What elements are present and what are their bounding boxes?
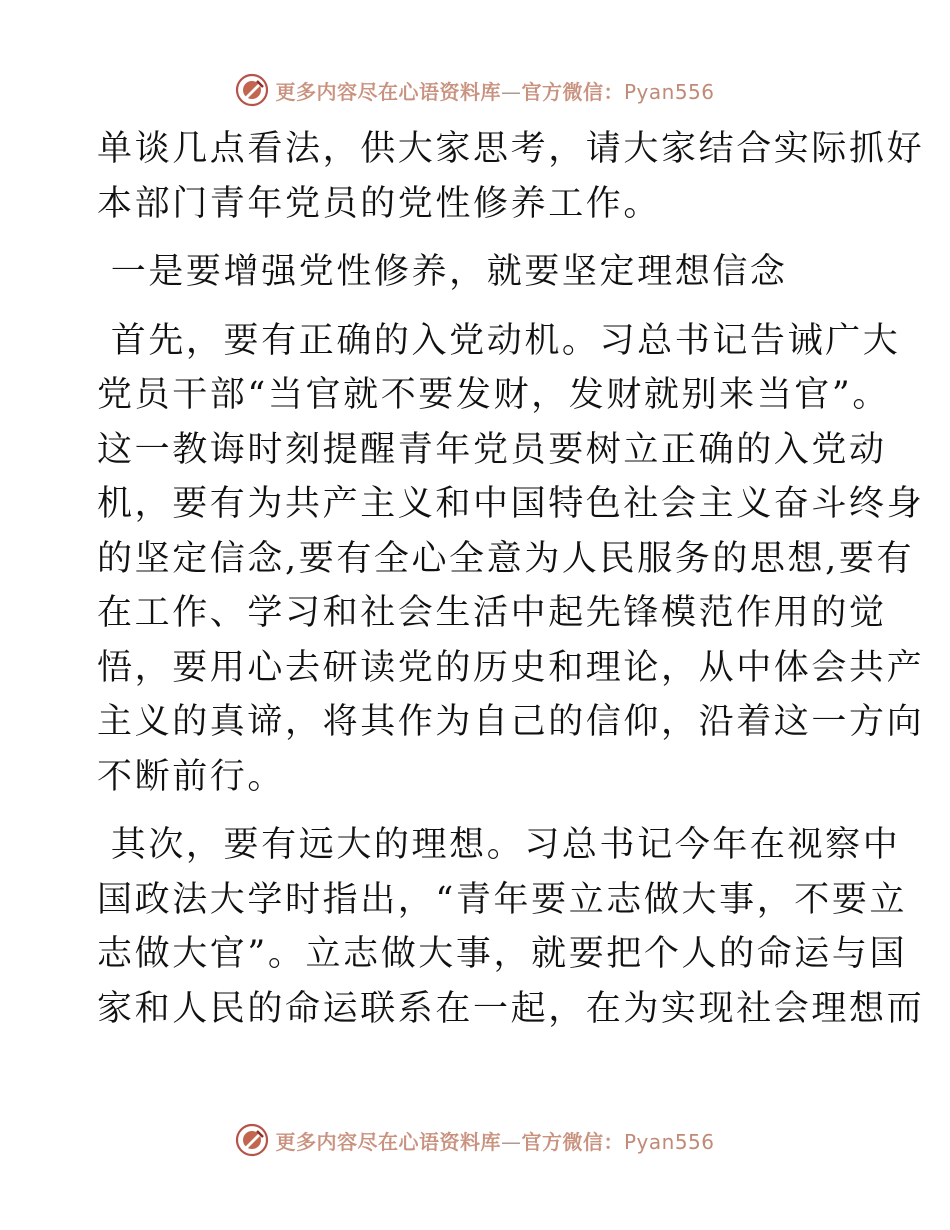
text-line: 党员干部“当官就不要发财，发财就别来当官”。: [97, 375, 890, 415]
pen-logo-icon: [235, 1123, 269, 1157]
watermark-wechat-label: 官方微信：: [521, 79, 624, 104]
text-line: 这一教诲时刻提醒青年党员要树立正确的入党动: [97, 429, 887, 470]
header-watermark: [0, 70, 950, 110]
watermark-wechat-label: 官方微信：: [521, 1129, 624, 1154]
watermark-separator: —: [500, 1129, 522, 1154]
text-line: 本部门青年党员的党性修养工作。: [97, 183, 662, 224]
footer-watermark: [0, 1120, 950, 1160]
watermark-separator: —: [500, 79, 522, 104]
text-line: 首先，要有正确的入党动机。习总书记告诫广大: [97, 320, 901, 361]
text-line: 国政法大学时指出，“青年要立志做大事，不要立: [97, 879, 908, 920]
watermark-brand: 更多内容尽在心语资料库: [275, 1129, 501, 1154]
paragraph-first: [97, 314, 925, 805]
text-line: 悟，要用心去研读党的历史和理论，从中体会共产: [97, 647, 925, 688]
watermark-wechat-id: Pyan556: [623, 1129, 715, 1154]
text-line: 机，要有为共产主义和中国特色社会主义奋斗终身: [97, 484, 925, 524]
text-line: 的坚定信念,要有全心全意为人民服务的思想,要有: [97, 538, 915, 579]
heading-line: 一是要增强党性修养，就要坚定理想信念: [97, 252, 788, 292]
text-line: 单谈几点看法，供大家思考，请大家结合实际抓好: [97, 129, 925, 169]
text-line: 主义的真谛，将其作为自己的信仰，沿着这一方向: [97, 702, 925, 742]
section-heading: [97, 245, 857, 300]
text-line: 家和人民的命运联系在一起，在为实现社会理想而: [97, 988, 925, 1029]
paragraph-intro: [97, 122, 925, 231]
paragraph-second: [97, 818, 925, 1036]
text-line: 不断前行。: [97, 756, 286, 797]
watermark-brand: 更多内容尽在心语资料库: [275, 79, 501, 104]
text-line: 其次，要有远大的理想。习总书记今年在视察中: [97, 825, 901, 865]
text-line: 志做大官”。立志做大事，就要把个人的命运与国: [97, 934, 908, 974]
watermark-text: [275, 1126, 714, 1155]
pen-logo-icon: [235, 73, 269, 107]
watermark-text: [275, 76, 714, 105]
text-line: 在工作、学习和社会生活中起先锋模范作用的觉: [97, 593, 887, 633]
document-body: [97, 122, 925, 1036]
watermark-wechat-id: Pyan556: [623, 79, 715, 104]
